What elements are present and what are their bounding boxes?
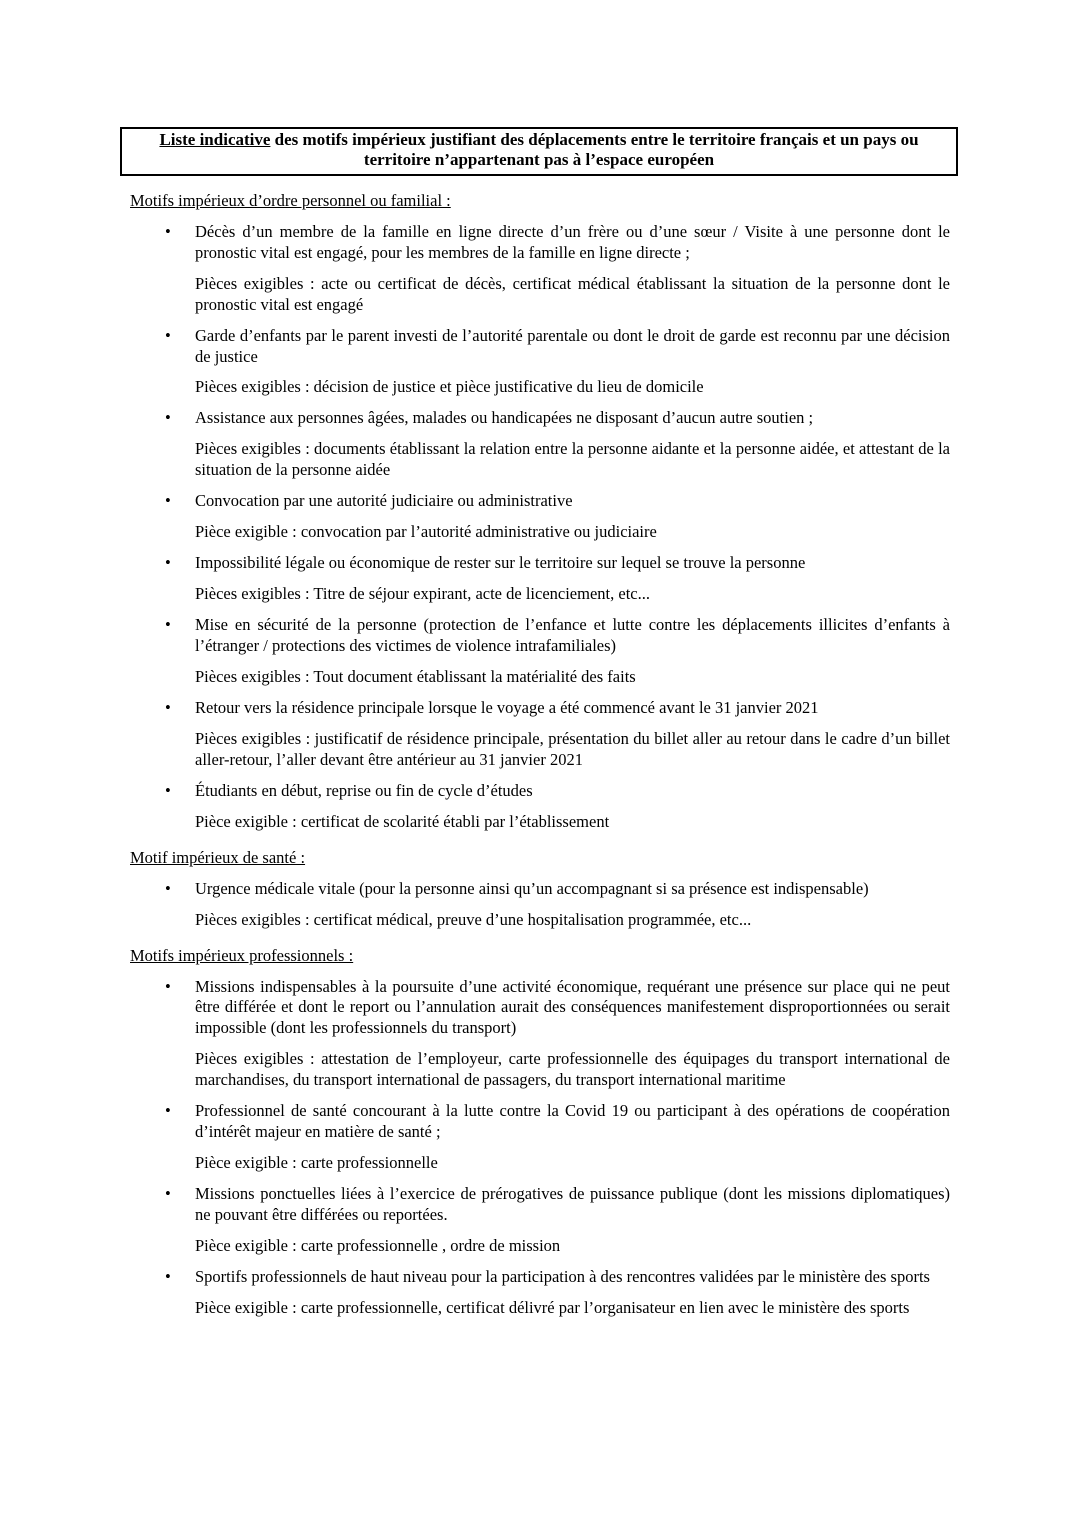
list-item bbox=[120, 491, 958, 512]
bullet-icon: • bbox=[165, 1267, 171, 1286]
bullet-icon: • bbox=[165, 976, 171, 996]
list-item bbox=[120, 326, 958, 368]
required-documents-text: Pièces exigibles : attestation de l’employeur, carte professionnelle des équipages du transport international de marchandises, du transport international de passagers, du transport international maritime bbox=[195, 1049, 950, 1090]
document-content bbox=[120, 127, 958, 1319]
list-item bbox=[120, 1101, 958, 1143]
section-heading: Motifs impérieux d’ordre personnel ou familial : bbox=[130, 190, 451, 210]
list-item bbox=[120, 879, 958, 900]
list-item-text: Étudiants en début, reprise ou fin de cycle d’études bbox=[195, 780, 533, 800]
list-item-text: Garde d’enfants par le parent investi de l’autorité parentale ou dont le droit de garde est reconnu par une décision de justice bbox=[195, 325, 950, 366]
list-item-text: Convocation par une autorité judiciaire ou administrative bbox=[195, 491, 573, 511]
required-documents-text: Pièces exigibles : justificatif de résidence principale, présentation du billet aller au retour dans le cadre d’un billet aller-retour, l’aller devant être antérieur au 31 janvier 2021 bbox=[195, 728, 950, 769]
section-heading: Motifs impérieux professionnels : bbox=[130, 945, 354, 965]
required-documents-text: Pièces exigibles : Tout document établissant la matérialité des faits bbox=[195, 666, 636, 686]
required-documents-text: Pièces exigibles : Titre de séjour expirant, acte de licenciement, etc... bbox=[195, 584, 650, 604]
list-item-text: Assistance aux personnes âgées, malades ou handicapées ne disposant d’aucun autre soutien ; bbox=[195, 408, 814, 428]
bullet-icon: • bbox=[165, 878, 171, 898]
list-item-text: Urgence médicale vitale (pour la personne ainsi qu’un accompagnant si sa présence est indispensable) bbox=[195, 878, 869, 898]
list-item bbox=[120, 698, 958, 719]
list-item bbox=[120, 553, 958, 574]
list-item-text: Impossibilité légale ou économique de rester sur le territoire sur lequel se trouve la personne bbox=[195, 553, 806, 573]
required-documents-text: Pièce exigible : carte professionnelle , ordre de mission bbox=[195, 1236, 561, 1256]
bullet-icon: • bbox=[165, 780, 171, 800]
bullet-icon: • bbox=[165, 615, 171, 635]
required-documents-text: Pièces exigibles : acte ou certificat de décès, certificat médical établissant la situation de la personne dont le pronostic vital est engagé bbox=[195, 273, 950, 314]
bullet-icon: • bbox=[165, 1184, 171, 1204]
required-documents-text: Pièces exigibles : décision de justice et pièce justificative du lieu de domicile bbox=[195, 377, 704, 397]
list-item-text: Missions indispensables à la poursuite d’une activité économique, requérant une présence sur place qui ne peut être différée et dont le report ou l’annulation aurait des conséquences manifestement disproportionnées ou serait impossible (dont les professionnels du transport) bbox=[195, 976, 950, 1038]
list-item-text: Professionnel de santé concourant à la lutte contre la Covid 19 ou participant à des opérations de coopération d’intérêt majeur en matière de santé ; bbox=[195, 1101, 950, 1142]
list-item bbox=[120, 1184, 958, 1226]
list-item-text: Sportifs professionnels de haut niveau pour la participation à des rencontres validées par le ministère des sports bbox=[195, 1267, 930, 1286]
required-documents-text: Pièce exigible : convocation par l’autorité administrative ou judiciaire bbox=[195, 522, 657, 542]
bullet-icon: • bbox=[165, 697, 171, 717]
section-heading: Motif impérieux de santé : bbox=[130, 847, 306, 867]
bullet-icon: • bbox=[165, 408, 171, 428]
required-documents-text: Pièces exigibles : certificat médical, preuve d’une hospitalisation programmée, etc... bbox=[195, 909, 752, 929]
list-item bbox=[120, 408, 958, 429]
list-item bbox=[120, 977, 958, 1040]
section-health bbox=[120, 848, 958, 931]
list-item bbox=[120, 1267, 958, 1288]
list-item-text: Retour vers la résidence principale lorsque le voyage a été commencé avant le 31 janvier 2021 bbox=[195, 697, 819, 717]
title-box bbox=[120, 127, 958, 176]
list-item bbox=[120, 781, 958, 802]
list-item bbox=[120, 615, 958, 657]
bullet-icon: • bbox=[165, 491, 171, 511]
bullet-icon: • bbox=[165, 553, 171, 573]
bullet-icon: • bbox=[165, 325, 171, 345]
required-documents-text: Pièce exigible : carte professionnelle bbox=[195, 1153, 438, 1173]
required-documents-text: Pièce exigible : carte professionnelle, certificat délivré par l’organisateur en lien avec le ministère des sports bbox=[195, 1297, 910, 1317]
title-underlined: Liste indicative bbox=[159, 130, 271, 149]
required-documents-text: Pièce exigible : certificat de scolarité établi par l’établissement bbox=[195, 811, 610, 831]
title-rest: des motifs impérieux justifiant des déplacements entre le territoire français et un pays ou territoire n’appartenant pas à l’espace européen bbox=[270, 130, 919, 170]
list-item-text: Décès d’un membre de la famille en ligne directe d’un frère ou d’une sœur / Visite à une personne dont le pronostic vital est engagé, pour les membres de la famille en ligne directe ; bbox=[195, 221, 950, 262]
bullet-icon: • bbox=[165, 221, 171, 241]
required-documents-text: Pièces exigibles : documents établissant la relation entre la personne aidante et la personne aidée, et attestant de la situation de la personne aidée bbox=[195, 439, 950, 480]
bullet-icon: • bbox=[165, 1101, 171, 1121]
list-item-text: Missions ponctuelles liées à l’exercice de prérogatives de puissance publique (dont les missions diplomatiques) ne pouvant être différées ou reportées. bbox=[195, 1184, 950, 1225]
section-professional bbox=[120, 946, 958, 1319]
list-item bbox=[120, 222, 958, 264]
section-personal-familial bbox=[120, 191, 958, 833]
list-item-text: Mise en sécurité de la personne (protection de l’enfance et lutte contre les déplacements illicites d’enfants à l’étranger / protections des victimes de violence intrafamiliales) bbox=[195, 615, 950, 656]
